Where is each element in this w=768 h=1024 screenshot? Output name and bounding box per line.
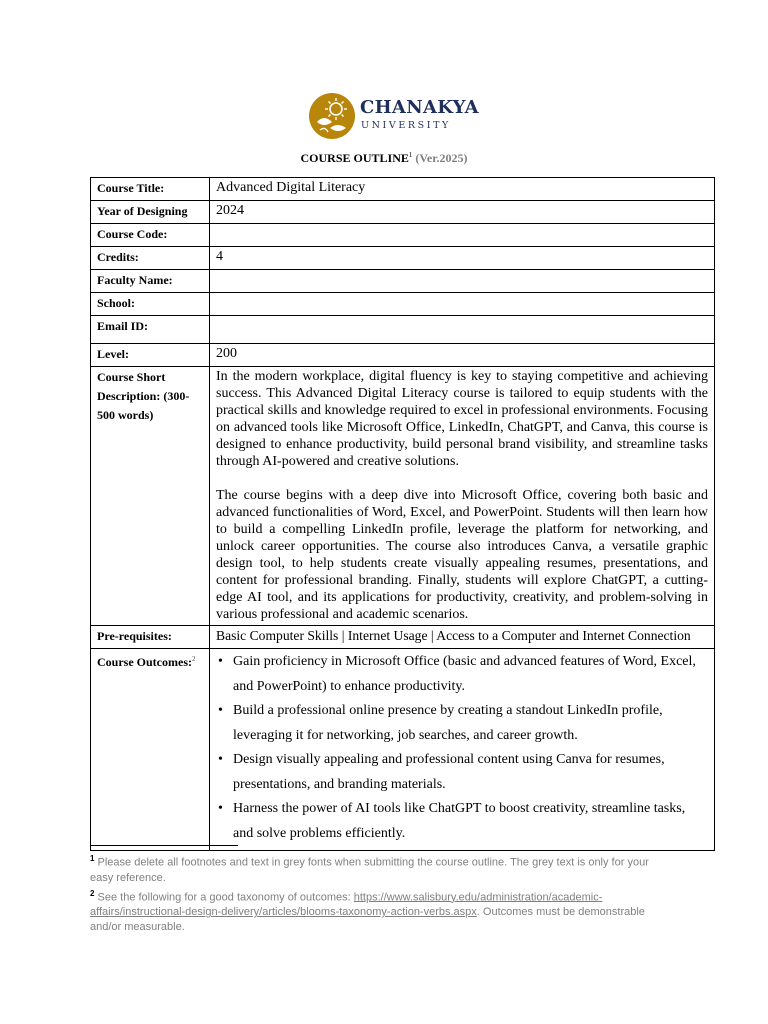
label-faculty: Faculty Name: <box>91 270 210 293</box>
description-paragraph: The course begins with a deep dive into Microsoft Office, covering both basic and advanced functionalities of Word, Excel, and PowerPoint. Students will then learn how to build a compelling LinkedIn profile, leverage the platform for networking, and unlock career opportunities. The course also introduces Canva, a versatile graphic design tool, to help students create visually appealing resumes, presentations, and content for professional branding. Finally, students will explore ChatGPT, a cutting-edge AI tool, and its applications for productivity, creativity, and problem-solving in various professional and academic scenarios. <box>216 488 708 622</box>
label-outcomes-cell <box>91 649 210 851</box>
value-description <box>210 367 715 626</box>
value-course-title: Advanced Digital Literacy <box>210 178 715 201</box>
footnote-2 <box>90 886 670 936</box>
footnote-1-text: Please delete all footnotes and text in grey fonts when submitting the course outline. The grey text is only for your easy reference. <box>90 856 649 884</box>
row-course-code <box>91 224 715 247</box>
row-faculty <box>91 270 715 293</box>
value-year: 2024 <box>210 201 715 224</box>
footnote-2-text-after: . Outcomes must be demonstrable and/or measurable. <box>90 906 645 934</box>
value-credits: 4 <box>210 247 715 270</box>
value-school <box>210 293 715 316</box>
row-description <box>91 367 715 626</box>
footnote-1-ref: 1 <box>90 854 95 863</box>
list-item: • Design visually appealing and professional content using Canva for resumes, presentations, and branding materials. <box>233 748 708 797</box>
footnote-separator <box>90 845 238 846</box>
label-prerequisites: Pre-requisites: <box>91 626 210 649</box>
label-outcomes: Course Outcomes: <box>97 655 192 669</box>
outcomes-footnote-ref: 2 <box>191 655 196 663</box>
row-email <box>91 316 715 344</box>
outcomes-list <box>216 650 708 846</box>
label-year: Year of Designing <box>91 201 210 224</box>
row-level <box>91 344 715 367</box>
row-year <box>91 201 715 224</box>
row-prerequisites <box>91 626 715 649</box>
university-logo <box>308 92 479 140</box>
course-outline-table <box>90 177 715 851</box>
university-emblem-icon <box>308 92 356 140</box>
title-footnote-ref: 1 <box>408 151 413 159</box>
value-outcomes <box>210 649 715 851</box>
value-prerequisites: Basic Computer Skills | Internet Usage | Access to a Computer and Internet Connection <box>210 626 715 649</box>
label-school: School: <box>91 293 210 316</box>
footnotes <box>90 851 670 935</box>
logo-wordmark: CHANAKYA <box>360 97 479 118</box>
value-course-code <box>210 224 715 247</box>
list-item: • Build a professional online presence by creating a standout LinkedIn profile, leveraging it for networking, job searches, and career growth. <box>233 699 708 748</box>
label-description: Course Short Description: (300-500 words) <box>91 367 210 626</box>
footnote-2-ref: 2 <box>90 888 95 898</box>
row-course-title <box>91 178 715 201</box>
description-paragraph: In the modern workplace, digital fluency is key to staying competitive and achieving success. This Advanced Digital Literacy course is tailored to equip students with the practical skills and knowledge required to excel in professional environments. Focusing on advanced tools like Microsoft Office, LinkedIn, ChatGPT, and Canva, this course is designed to enhance productivity, build personal brand visibility, and streamline tasks through AI-powered and creative solutions. <box>216 369 708 469</box>
list-item: • Harness the power of AI tools like ChatGPT to boost creativity, streamline tasks, and solve problems efficiently. <box>233 797 708 846</box>
label-course-code: Course Code: <box>91 224 210 247</box>
label-email: Email ID: <box>91 316 210 344</box>
row-school <box>91 293 715 316</box>
footnote-1 <box>90 851 670 886</box>
value-email <box>210 316 715 344</box>
document-title <box>0 151 768 166</box>
label-level: Level: <box>91 344 210 367</box>
label-course-title: Course Title: <box>91 178 210 201</box>
title-text: COURSE OUTLINE <box>300 151 409 165</box>
row-credits <box>91 247 715 270</box>
value-faculty <box>210 270 715 293</box>
list-item: • Gain proficiency in Microsoft Office (basic and advanced features of Word, Excel, and PowerPoint) to enhance productivity. <box>233 650 708 699</box>
version-label: (Ver.2025) <box>415 151 468 165</box>
taxonomy-link[interactable]: https://www.salisbury.edu/administration/academic-affairs/instructional-design-delivery/articles/blooms-taxonomy-action-verbs.aspx <box>90 891 603 919</box>
value-level: 200 <box>210 344 715 367</box>
label-credits: Credits: <box>91 247 210 270</box>
footnote-2-text: See the following for a good taxonomy of outcomes: <box>97 891 354 904</box>
logo-subtitle: UNIVERSITY <box>361 120 451 131</box>
row-outcomes <box>91 649 715 851</box>
